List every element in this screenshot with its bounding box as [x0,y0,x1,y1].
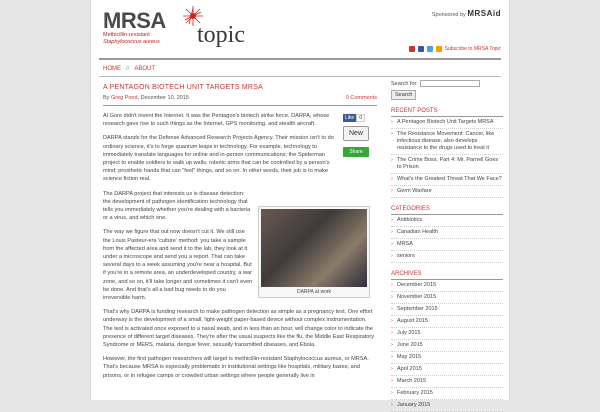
sponsor-block [432,9,501,18]
archives-list [391,280,503,412]
logo-topic-text[interactable]: topic [197,22,245,48]
sponsor-label: Sponsored by [431,12,466,18]
share-button[interactable]: Share [343,147,369,157]
archive-link[interactable]: › November 2015 [391,292,503,304]
sidebar [391,80,503,412]
archive-link[interactable]: › May 2015 [391,352,503,364]
social-links [409,46,501,52]
search-input[interactable] [420,80,480,87]
paragraph: The way we figure that out now doesn't cut it. We still use the Louis Pasteur-era 'culture' method: you take a sample from the affected area and send it to the lab, they look at it under a microscope and send you a report. That can take several days to a week assuming you're near a hospital. But if you're in a remote area, an underdeveloped country, a war zone, and so on, it'll take longer and sometimes it can't even be done. And that's all a bad bug needs to do you irreversible harm. [103,229,253,302]
paragraph: However, the first pathogen researchers will target is methicillin-resistant Staphylococcus aureus, or MRSA. That's because MRSA is especially problematic in institutional settings like hospitals, military bases, and prisons, or in refugee camps or crowded urban settings where people generally live in [103,356,369,379]
recent-posts-list [391,117,503,198]
archive-link[interactable]: › January 2015 [391,400,503,412]
nav-home[interactable]: HOME [103,66,121,72]
twitter-icon[interactable] [427,46,433,52]
main-nav [103,66,155,72]
category-link[interactable]: › Antibiotics [391,215,503,227]
recent-post-link[interactable]: › The Resistance Movement: Cancer, like infectious disease, also develops resistance to the drugs used to treat it [391,129,503,155]
nav-separator: // [126,66,130,72]
photo-image [261,209,367,287]
category-link[interactable]: › Canadian Health [391,227,503,239]
page [90,0,510,409]
archive-link[interactable]: › June 2015 [391,340,503,352]
categories-list [391,215,503,263]
share-widgets [343,114,369,157]
sponsor-logo[interactable]: MRSAid [467,9,501,18]
logo-mrsa-text[interactable]: MRSA [103,8,166,33]
recent-post-link[interactable]: › The Crime Boss, Part 4: Mr. Parnell Goes to Prison [391,155,503,174]
post-meta [103,95,377,106]
search-label: Search for: [391,81,418,88]
tagline-line-2: Staphylococcus aureus [103,38,160,45]
header-divider [99,58,501,60]
paragraph: Al Gore didn't invent the Internet. It was the Pentagon's biotech strike force, DARPA, whose research gave rise to such things as the Internet, GPS monitoring, and stealth aircraft. [103,113,330,128]
recent-post-link[interactable]: › A Pentagon Biotech Unit Targets MRSA [391,117,503,129]
post-photo [258,206,370,298]
logo-tagline [103,32,160,45]
photo-caption: DARPA at work [296,289,332,295]
recent-post-link[interactable]: › Germ Warfare [391,186,503,198]
nav-divider [99,76,501,77]
facebook-icon[interactable] [418,46,424,52]
new-button[interactable]: New [343,126,369,141]
like-button[interactable]: Like [345,115,355,121]
recent-post-link[interactable]: › What's the Greatest Threat That We Face? [391,174,503,186]
youtube-icon[interactable] [409,46,415,52]
archive-link[interactable]: › December 2015 [391,280,503,292]
comments-link[interactable]: 0 Comments [345,95,377,101]
search-button[interactable]: Search [391,90,416,100]
post-title[interactable]: A PENTAGON BIOTECH UNIT TARGETS MRSA [103,84,263,91]
archive-link[interactable]: › August 2015 [391,316,503,328]
archive-link[interactable]: › March 2015 [391,376,503,388]
archives-heading: ARCHIVES [391,271,503,280]
rss-icon[interactable] [436,46,442,52]
categories-heading: CATEGORIES [391,206,503,215]
paragraph: The DARPA project that interests us is disease detection: the development of pathogen identification technology that tells you immediately whether you're dealing with a bacteria or a virus, and which one. [103,190,251,222]
site-header [91,0,509,58]
recent-posts-heading: RECENT POSTS [391,108,503,117]
archive-link[interactable]: › July 2015 [391,328,503,340]
archive-link[interactable]: › September 2015 [391,304,503,316]
search-form [391,80,503,100]
subscribe-link[interactable]: Subscribe to MRSA Topic [444,46,501,52]
paragraph: That's why DARPA is funding research to make pathogen detection as simple as a pregnancy test. One effort underway is the development of a small, light-weight paper-based device without complex instrumentation. The test is activated once exposed to a nasal swab, and in less than an hour, will change color to indicate the presence of different target diseases. They're after the usual suspects like the flu, the Middle East Respiratory Syndrome or MERS, malaria, dengue fever, sexually transmitted diseases, and Ebola. [103,309,375,349]
like-count: 0 [356,114,365,122]
archive-link[interactable]: › April 2015 [391,364,503,376]
post-content [103,84,377,380]
category-link[interactable]: › seniors [391,251,503,263]
meta-by: By [103,95,110,101]
post-date: , December 10, 2015 [137,95,189,101]
author-link[interactable]: Greg Pond [110,95,138,101]
tagline-line-1: Methicillin-resistant [103,32,150,38]
archive-link[interactable]: › February 2015 [391,388,503,400]
category-link[interactable]: › MRSA [391,239,503,251]
paragraph: DARPA stands for the Defense Advanced Research Projects Agency. Their mission isn't to do ordinary science, it's to forge quantum leaps in technology. For example, technology to immediately translate languages for online and in-person communications; the Spiderman project to enable soldiers to walk up walls; robotic arms that can be controlled by a person's mind; prosthetic hands that can "feel" things, and so on. In other words, their job is to make science fiction real. [103,135,334,183]
nav-about[interactable]: ABOUT [134,66,156,72]
